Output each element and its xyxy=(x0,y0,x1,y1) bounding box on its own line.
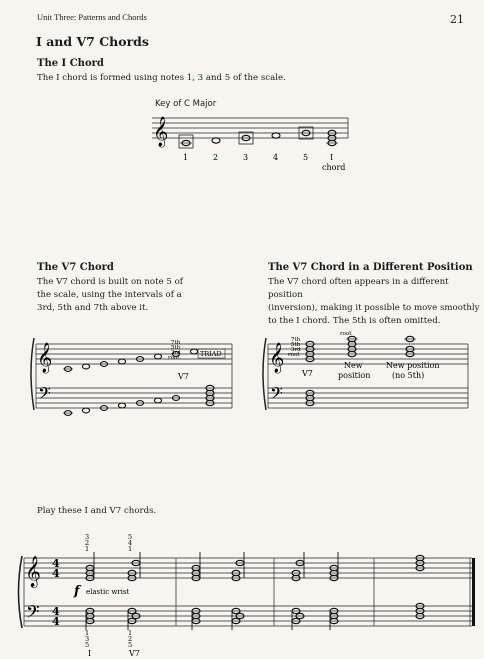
interval-label: 5th xyxy=(291,342,301,348)
chord-label: V7 xyxy=(129,649,140,658)
new-position-label: position xyxy=(338,371,371,380)
page-number: 21 xyxy=(450,13,464,26)
new-position-no5-label: New position xyxy=(386,361,440,370)
key-label: Key of C Major xyxy=(155,99,217,109)
v7-chord-heading: The V7 Chord xyxy=(37,262,114,273)
interval-label: 7th xyxy=(291,337,301,343)
bass-clef-icon: 𝄢 xyxy=(270,383,283,407)
unit-header: Unit Three: Patterns and Chords xyxy=(37,12,147,22)
v7-chord-grand-staff xyxy=(28,332,233,422)
fingering: 1 xyxy=(85,545,90,553)
dynamic-marking: f xyxy=(74,584,80,599)
interval-label: 3rd xyxy=(171,350,181,356)
fingering: 5 xyxy=(128,533,133,541)
interval-label: root xyxy=(288,352,300,358)
i-chord-staff xyxy=(150,110,350,180)
fingering: 1 xyxy=(128,629,133,637)
fingering: 3 xyxy=(85,635,90,643)
time-signature: 4 xyxy=(52,557,60,570)
page-title: I and V7 Chords xyxy=(36,34,149,49)
v7-position-grand-staff xyxy=(260,328,470,420)
new-position-no5-label: (no 5th) xyxy=(392,371,425,380)
fingering: 1 xyxy=(128,545,133,553)
fingering: 2 xyxy=(128,635,133,643)
time-signature: 4 xyxy=(52,605,60,618)
fingering: 5 xyxy=(128,641,133,649)
i-chord-heading: The I Chord xyxy=(37,58,104,69)
i-chord-text: The I chord is formed using notes 1, 3 and 5 of the scale. xyxy=(37,73,286,83)
time-signature: 4 xyxy=(52,615,60,628)
new-position-label: New xyxy=(344,361,363,370)
fingering: 3 xyxy=(85,533,90,541)
chord-label: I xyxy=(330,153,334,162)
note-number: 5 xyxy=(303,153,309,162)
exercise-instruction: Play these I and V7 chords. xyxy=(37,506,157,516)
interval-label: 3rd xyxy=(291,347,301,353)
treble-clef-icon: 𝄞 xyxy=(269,343,285,373)
v7-position-text: The V7 chord often appears in a different position (inversion), making it possible to move smoothly to the I chord. The 5th is often omitted. xyxy=(268,277,480,326)
treble-clef-icon: 𝄞 xyxy=(153,117,169,147)
treble-clef-icon: 𝄞 xyxy=(37,343,53,373)
note-number: 3 xyxy=(243,153,249,162)
fingering: 2 xyxy=(85,539,90,547)
exercise-grand-staff xyxy=(12,520,478,659)
interval-label: 5th xyxy=(171,345,181,351)
interval-label: root xyxy=(168,355,180,361)
root-label: root xyxy=(340,331,352,337)
fingering: 4 xyxy=(128,539,133,547)
note-number: 2 xyxy=(213,153,219,162)
chord-label: I xyxy=(88,649,92,658)
treble-clef-icon: 𝄞 xyxy=(25,556,41,587)
v7-position-heading: The V7 Chord in a Different Position xyxy=(268,262,473,273)
chord-label: chord xyxy=(322,163,346,172)
v7-label: V7 xyxy=(178,372,189,381)
v7-chord-text: The V7 chord is built on note 5 of the scale, using the intervals of a 3rd, 5th and 7th above it. xyxy=(37,277,183,313)
note-number: 4 xyxy=(273,153,279,162)
fingering: 5 xyxy=(85,641,90,649)
bass-clef-icon: 𝄢 xyxy=(26,602,40,626)
time-signature: 4 xyxy=(52,567,60,580)
note-number: 1 xyxy=(183,153,189,162)
interval-label: 7th xyxy=(171,340,181,346)
fingering: 1 xyxy=(85,629,90,637)
bass-clef-icon: 𝄢 xyxy=(38,383,51,407)
expression-text: elastic wrist xyxy=(86,588,130,596)
triad-label: TRIAD xyxy=(200,350,222,358)
v7-label: V7 xyxy=(302,369,313,378)
